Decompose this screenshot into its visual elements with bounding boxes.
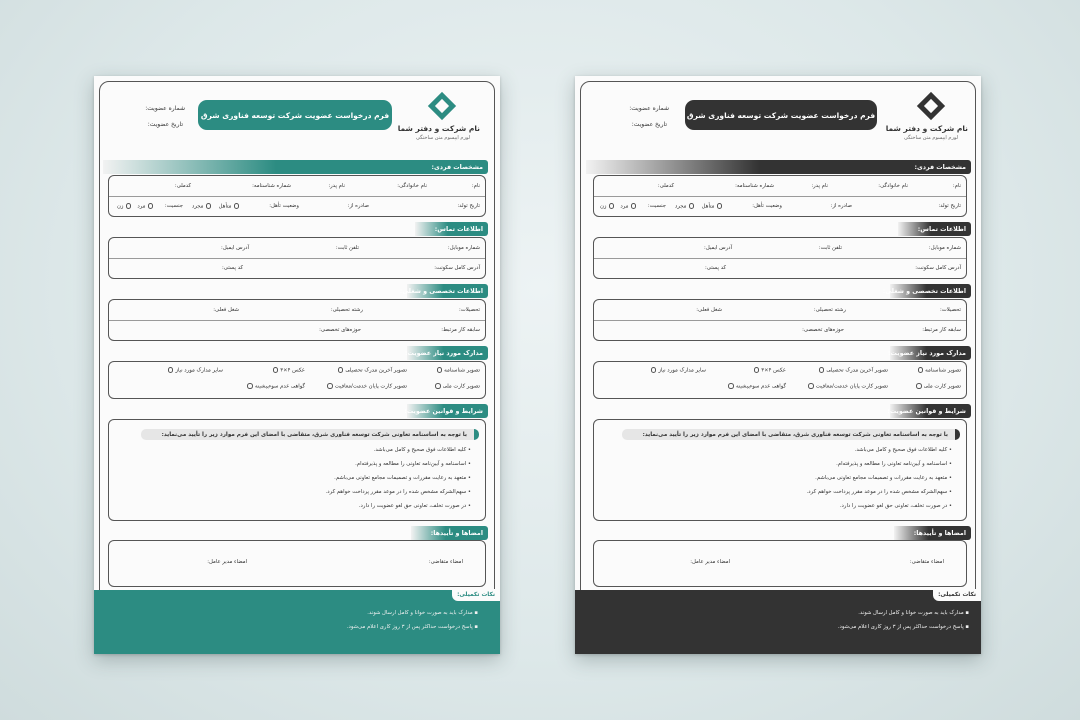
terms-item: • در صورت تخلف، تعاونی حق لغو عضویت را دارد. <box>840 503 952 509</box>
doc-national-card[interactable]: تصویر کارت ملی <box>433 383 480 389</box>
label-email: آدرس ایمیل: <box>704 245 732 251</box>
label-phone: تلفن ثابت: <box>818 245 842 251</box>
option-married[interactable]: متأهل <box>219 203 241 209</box>
label-marital-status: وضعیت تأهل: <box>752 203 782 209</box>
membership-date-label: تاریخ عضویت: <box>631 121 667 128</box>
label-email: آدرس ایمیل: <box>221 245 249 251</box>
option-male[interactable]: مرد <box>620 203 638 209</box>
label-applicant-signature: امضاء متقاضی: <box>909 559 944 565</box>
personal-info-box <box>593 175 967 217</box>
doc-birth-certificate[interactable]: تصویر شناسنامه <box>435 367 480 373</box>
label-birth-date: تاریخ تولد: <box>938 203 961 209</box>
section-professional-header: اطلاعات تخصصی و شغلی: <box>890 284 971 298</box>
option-single[interactable]: مجرد <box>192 203 213 209</box>
company-logo-icon <box>428 92 456 120</box>
form-title: فرم درخواست عضویت شرکت توسعه فناوری شرق <box>198 100 392 130</box>
label-issued-from: صادره از: <box>830 203 852 209</box>
doc-birth-certificate[interactable]: تصویر شناسنامه <box>916 367 961 373</box>
terms-intro: با توجه به اساسنامه تعاونی شرکت توسعه فناوری شرق، متقاضی با امضای این فرم موارد زیر را تأیید می‌نماید: <box>141 429 479 440</box>
company-logo-icon <box>917 92 945 120</box>
personal-info-box <box>108 175 486 217</box>
label-address: آدرس کامل سکونت: <box>434 265 480 271</box>
label-education: تحصیلات: <box>458 307 480 313</box>
label-address: آدرس کامل سکونت: <box>915 265 961 271</box>
label-mobile: شماره موبایل: <box>447 245 480 251</box>
note-item: ▪ پاسخ درخواست حداکثر پس از ۳ روز کاری اعلام می‌شود. <box>346 624 478 630</box>
doc-no-criminal-record[interactable]: گواهی عدم سوءپیشینه <box>245 383 305 389</box>
terms-item: • کلیه اطلاعات فوق صحیح و کامل می‌باشد. <box>374 447 471 453</box>
terms-item: • در صورت تخلف، تعاونی حق لغو عضویت را دارد. <box>359 503 471 509</box>
section-signatures-header: امضاها و تأییدها: <box>894 526 971 540</box>
option-married[interactable]: متأهل <box>702 203 724 209</box>
doc-no-criminal-record[interactable]: گواهی عدم سوءپیشینه <box>726 383 786 389</box>
section-terms-header: شرایط و قوانین عضویت: <box>890 404 971 418</box>
option-female[interactable]: زن <box>600 203 616 209</box>
doc-degree[interactable]: تصویر آخرین مدرک تحصیلی <box>817 367 888 373</box>
label-postal-code: کد پستی: <box>705 265 726 271</box>
label-name: نام: <box>952 183 961 189</box>
terms-box <box>108 419 486 521</box>
section-professional-header: اطلاعات تخصصی و شغلی: <box>407 284 488 298</box>
label-manager-signature: امضاء مدیر عامل: <box>207 559 247 565</box>
label-father: نام پدر: <box>328 183 345 189</box>
note-item: ▪ مدارک باید به صورت خوانا و کامل ارسال شوند. <box>858 610 969 616</box>
label-national-code: کدملی: <box>174 183 191 189</box>
option-male[interactable]: مرد <box>137 203 155 209</box>
professional-info-box <box>108 299 486 341</box>
doc-other[interactable]: سایر مدارک مورد نیاز <box>649 367 706 373</box>
terms-box <box>593 419 967 521</box>
doc-photo[interactable]: عکس ۴×۳ <box>752 367 786 373</box>
label-current-job: شغل فعلی: <box>213 307 239 313</box>
membership-number-label: شماره عضویت: <box>629 105 669 112</box>
form-title: فرم درخواست عضویت شرکت توسعه فناوری شرق <box>685 100 877 130</box>
label-expertise: حوزه‌های تخصصی: <box>319 327 361 333</box>
doc-degree[interactable]: تصویر آخرین مدرک تحصیلی <box>336 367 407 373</box>
section-signatures-header: امضاها و تأییدها: <box>411 526 488 540</box>
doc-photo[interactable]: عکس ۴×۳ <box>271 367 305 373</box>
label-mobile: شماره موبایل: <box>928 245 961 251</box>
membership-number-label: شماره عضویت: <box>145 105 185 112</box>
label-postal-code: کد پستی: <box>222 265 243 271</box>
label-id-number: شماره شناسنامه: <box>735 183 774 189</box>
footer-notes <box>94 590 500 654</box>
doc-military-card[interactable]: تصویر کارت پایان خدمت/معافیت <box>325 383 407 389</box>
label-marital-status: وضعیت تأهل: <box>269 203 299 209</box>
terms-item: • اساسنامه و آیین‌نامه تعاونی را مطالعه و پذیرفته‌ام. <box>836 461 952 467</box>
note-item: ▪ مدارک باید به صورت خوانا و کامل ارسال شوند. <box>367 610 478 616</box>
contact-info-box <box>593 237 967 279</box>
label-field-of-study: رشته تحصیلی: <box>330 307 363 313</box>
section-contact-header: اطلاعات تماس: <box>415 222 488 236</box>
label-experience: سابقه کار مرتبط: <box>922 327 961 333</box>
footer-notes <box>575 590 981 654</box>
label-gender: جنسیت: <box>164 203 183 209</box>
label-experience: سابقه کار مرتبط: <box>441 327 480 333</box>
professional-info-box <box>593 299 967 341</box>
doc-other[interactable]: سایر مدارک مورد نیاز <box>166 367 223 373</box>
signatures-box <box>593 540 967 587</box>
terms-item: • متعهد به رعایت مقررات و تصمیمات مجامع تعاونی می‌باشم. <box>334 475 471 481</box>
company-name: نام شرکت و دفتر شما <box>397 124 480 133</box>
label-expertise: حوزه‌های تخصصی: <box>802 327 844 333</box>
form-sheet-teal <box>94 76 500 654</box>
section-contact-header: اطلاعات تماس: <box>898 222 971 236</box>
label-phone: تلفن ثابت: <box>335 245 359 251</box>
label-issued-from: صادره از: <box>347 203 369 209</box>
label-current-job: شغل فعلی: <box>696 307 722 313</box>
section-documents-header: مدارک مورد نیاز عضویت: <box>890 346 971 360</box>
company-tagline: لورم ایپسوم متن ساختگی <box>903 135 958 141</box>
terms-item: • سهم‌الشرکه مشخص شده را در موعد مقرر پرداخت خواهم کرد. <box>326 489 471 495</box>
option-single[interactable]: مجرد <box>675 203 696 209</box>
label-father: نام پدر: <box>811 183 828 189</box>
label-family: نام خانوادگی: <box>397 183 427 189</box>
company-tagline: لورم ایپسوم متن ساختگی <box>415 135 470 141</box>
note-item: ▪ پاسخ درخواست حداکثر پس از ۳ روز کاری اعلام می‌شود. <box>837 624 969 630</box>
terms-item: • سهم‌الشرکه مشخص شده را در موعد مقرر پرداخت خواهم کرد. <box>807 489 952 495</box>
membership-date-label: تاریخ عضویت: <box>147 121 183 128</box>
terms-intro: با توجه به اساسنامه تعاونی شرکت توسعه فناوری شرق، متقاضی با امضای این فرم موارد زیر را تأیید می‌نماید: <box>622 429 960 440</box>
doc-national-card[interactable]: تصویر کارت ملی <box>914 383 961 389</box>
terms-item: • اساسنامه و آیین‌نامه تعاونی را مطالعه و پذیرفته‌ام. <box>355 461 471 467</box>
label-family: نام خانوادگی: <box>878 183 908 189</box>
label-field-of-study: رشته تحصیلی: <box>813 307 846 313</box>
contact-info-box <box>108 237 486 279</box>
section-terms-header: شرایط و قوانین عضویت: <box>407 404 488 418</box>
signatures-box <box>108 540 486 587</box>
section-personal-header: مشخصات فردی: <box>103 160 488 174</box>
company-name: نام شرکت و دفتر شما <box>885 124 968 133</box>
section-personal-header: مشخصات فردی: <box>586 160 971 174</box>
label-birth-date: تاریخ تولد: <box>457 203 480 209</box>
label-national-code: کدملی: <box>657 183 674 189</box>
label-gender: جنسیت: <box>647 203 666 209</box>
label-name: نام: <box>471 183 480 189</box>
label-education: تحصیلات: <box>939 307 961 313</box>
notes-title: نکات تکمیلی: <box>933 589 981 601</box>
notes-title: نکات تکمیلی: <box>452 589 500 601</box>
label-applicant-signature: امضاء متقاضی: <box>428 559 463 565</box>
form-sheet-dark <box>575 76 981 654</box>
section-documents-header: مدارک مورد نیاز عضویت: <box>407 346 488 360</box>
label-id-number: شماره شناسنامه: <box>252 183 291 189</box>
documents-box <box>593 361 967 399</box>
option-female[interactable]: زن <box>117 203 133 209</box>
label-manager-signature: امضاء مدیر عامل: <box>690 559 730 565</box>
doc-military-card[interactable]: تصویر کارت پایان خدمت/معافیت <box>806 383 888 389</box>
terms-item: • متعهد به رعایت مقررات و تصمیمات مجامع تعاونی می‌باشم. <box>815 475 952 481</box>
documents-box <box>108 361 486 399</box>
terms-item: • کلیه اطلاعات فوق صحیح و کامل می‌باشد. <box>855 447 952 453</box>
